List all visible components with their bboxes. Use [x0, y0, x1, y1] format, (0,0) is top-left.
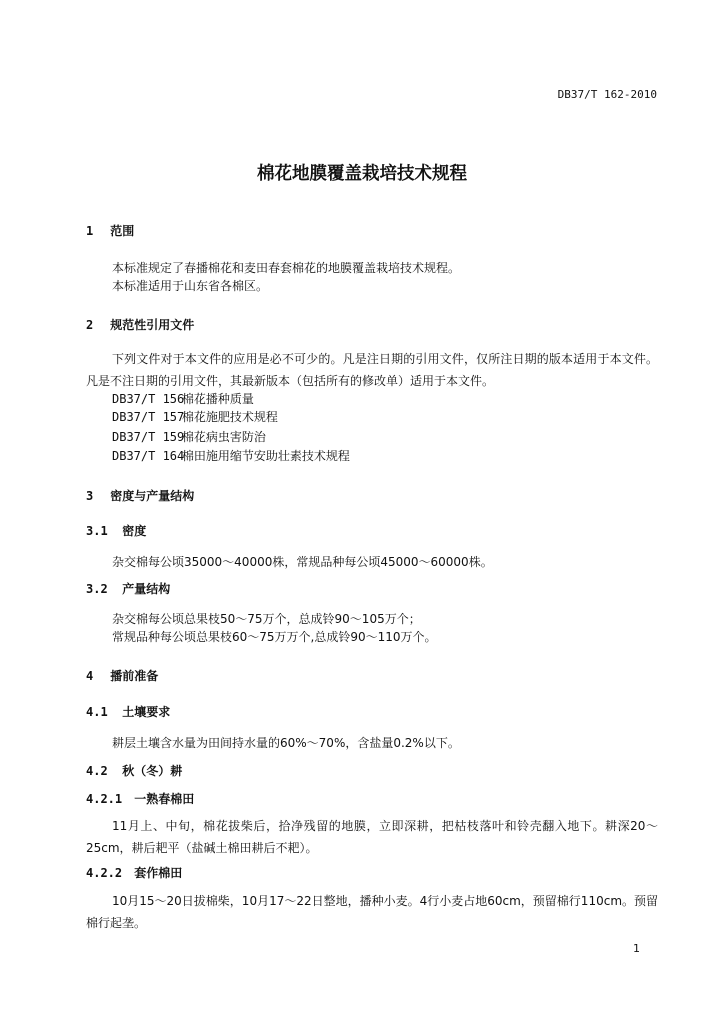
document-title: 棉花地膜覆盖栽培技术规程 — [257, 164, 467, 184]
reference-item — [112, 390, 254, 407]
section-title: 规范性引用文件 — [110, 318, 195, 332]
paragraph-line: 常规品种每公顷总果枝60～75万万个,总成铃90～110万个。 — [112, 630, 437, 644]
section-heading-2 — [86, 316, 194, 333]
section-number: 1 — [86, 224, 94, 238]
paragraph: 10月15～20日拔棉柴，10月17～22日整地，播种小麦。4行小麦占地60cm，预留棉行110cm。预留棉行起垄。 — [86, 894, 659, 930]
section-number: 2 — [86, 318, 94, 332]
paragraph: 下列文件对于本文件的应用是必不可少的。凡是注日期的引用文件，仅所注日期的版本适用于本文件。凡是不注日期的引用文件，其最新版本（包括所有的修改单）适用于本文件。 — [86, 352, 658, 388]
subsection-heading-4-2 — [86, 762, 182, 779]
section-title: 产量结构 — [122, 582, 171, 596]
page-number: 1 — [633, 942, 640, 955]
section-number: 3.2 — [86, 582, 108, 596]
document-number: DB37/T 162-2010 — [557, 88, 657, 101]
section-number: 3.1 — [86, 524, 108, 538]
section-title: 土壤要求 — [122, 705, 171, 719]
paragraph: 11月上、中旬，棉花拔柴后，拾净残留的地膜，立即深耕，把枯枝落叶和铃壳翻入地下。耕深20～25cm，耕后耙平（盐碱土棉田耕后不耙）。 — [86, 819, 658, 855]
section-title: 密度 — [122, 524, 147, 538]
reference-item — [112, 447, 350, 464]
paragraph-line: 本标准适用于山东省各棉区。 — [112, 279, 269, 293]
reference-item — [112, 408, 278, 425]
section-number: 4.1 — [86, 705, 108, 719]
reference-code: DB37/T 156 — [112, 392, 185, 406]
section-title: 播前准备 — [110, 669, 159, 683]
section-number: 4.2.1 — [86, 792, 123, 806]
reference-code: DB37/T 157 — [112, 410, 185, 424]
reference-code: DB37/T 164 — [112, 449, 185, 463]
section-title: 范围 — [110, 224, 135, 238]
reference-name: 棉花施肥技术规程 — [181, 410, 278, 424]
section-heading-4 — [86, 667, 158, 684]
paragraph-line: 本标准规定了春播棉花和麦田春套棉花的地膜覆盖栽培技术规程。 — [112, 261, 461, 275]
paragraph-line: 耕层土壤含水量为田间持水量的60%～70%，含盐量0.2%以下。 — [112, 736, 460, 750]
subsection-heading-4-1 — [86, 703, 170, 720]
section-heading-1 — [86, 222, 134, 239]
section-title: 套作棉田 — [134, 866, 183, 880]
section-number: 4.2 — [86, 764, 108, 778]
reference-name: 棉花病虫害防治 — [181, 430, 266, 444]
reference-item — [112, 428, 266, 445]
section-title: 密度与产量结构 — [110, 489, 195, 503]
subsection-heading-4-2-2 — [86, 864, 182, 881]
section-heading-3 — [86, 487, 194, 504]
section-number: 4 — [86, 669, 94, 683]
section-title: 秋（冬）耕 — [122, 764, 183, 778]
section-number: 4.2.2 — [86, 866, 123, 880]
subsection-heading-4-2-1 — [86, 790, 194, 807]
section-title: 一熟春棉田 — [134, 792, 195, 806]
subsection-heading-3-2 — [86, 580, 170, 597]
reference-code: DB37/T 159 — [112, 430, 185, 444]
section-number: 3 — [86, 489, 94, 503]
subsection-heading-3-1 — [86, 522, 146, 539]
paragraph-line: 杂交棉每公顷35000～40000株，常规品种每公顷45000～60000株。 — [112, 555, 493, 569]
reference-name: 棉花播种质量 — [181, 392, 254, 406]
paragraph-line: 杂交棉每公顷总果枝50～75万个，总成铃90～105万个； — [112, 612, 421, 626]
reference-name: 棉田施用缩节安助壮素技术规程 — [181, 449, 350, 463]
